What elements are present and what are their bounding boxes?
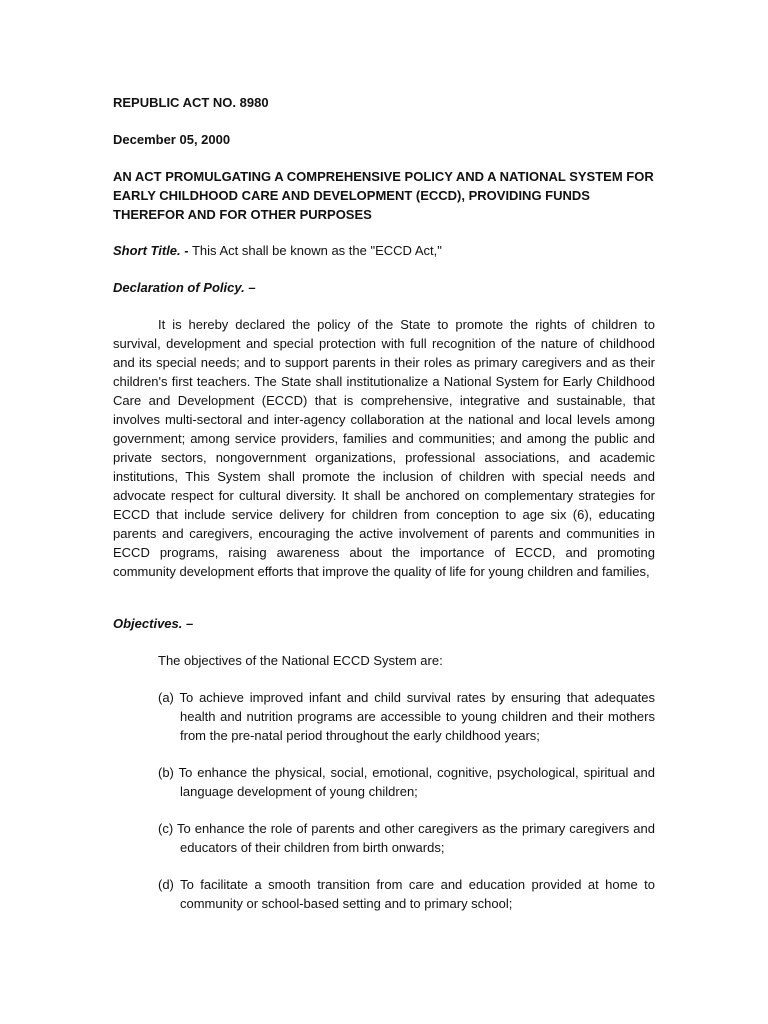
act-number: REPUBLIC ACT NO. 8980	[113, 95, 269, 110]
act-title: AN ACT PROMULGATING A COMPREHENSIVE POLICY AND A NATIONAL SYSTEM FOR EARLY CHILDHOOD CARE AND DEVELOPMENT (ECCD), PROVIDING FUNDS THEREFOR AND FOR OTHER PURPOSES	[113, 169, 654, 222]
short-title-text: This Act shall be known as the "ECCD Act,"	[188, 243, 442, 258]
declaration-text: It is hereby declared the policy of the State to promote the rights of children to survival, development and special protection with full recognition of the nature of childhood and its special needs; and to support parents in their roles as primary caregivers and as their children's first teachers. The State shall institutionalize a National System for Early Childhood Care and Development (ECCD) that is comprehensive, integrative and sustainable, that involves multi-sectoral and inter-agency collaboration at the national and local levels among government; among service providers, families and communities; and among the public and private sectors, nongovernment organizations, professional associations, and academic institutions, This System shall promote the inclusion of children with special needs and advocate respect for cultural diversity. It shall be anchored on complementary strategies for ECCD that include service delivery for children from conception to age six (6), educating parents and caregivers, encouraging the active involvement of parents and communities in ECCD programs, raising awareness about the importance of ECCD, and promoting community development efforts that improve the quality of life for young children and families,	[113, 317, 655, 579]
short-title-label: Short Title. -	[113, 243, 189, 258]
objectives-intro: The objectives of the National ECCD System are:	[158, 653, 443, 668]
objective-item-a: (a) To achieve improved infant and child survival rates by ensuring that adequates health and nutrition programs are accessible to young children and their mothers from the pre-natal period throughout the early childhood years;	[158, 690, 655, 743]
declaration-heading: Declaration of Policy. –	[113, 280, 256, 295]
short-title-paragraph	[113, 241, 442, 260]
objective-item-b: (b) To enhance the physical, social, emotional, cognitive, psychological, spiritual and language development of young children;	[158, 765, 655, 799]
objectives-list	[158, 688, 655, 931]
objective-item-c: (c) To enhance the role of parents and other caregivers as the primary caregivers and educators of their children from birth onwards;	[158, 821, 655, 855]
objective-item-d: (d) To facilitate a smooth transition from care and education provided at home to community or school-based setting and to primary school;	[158, 877, 655, 911]
objectives-heading: Objectives. –	[113, 616, 194, 631]
act-date: December 05, 2000	[113, 132, 231, 147]
